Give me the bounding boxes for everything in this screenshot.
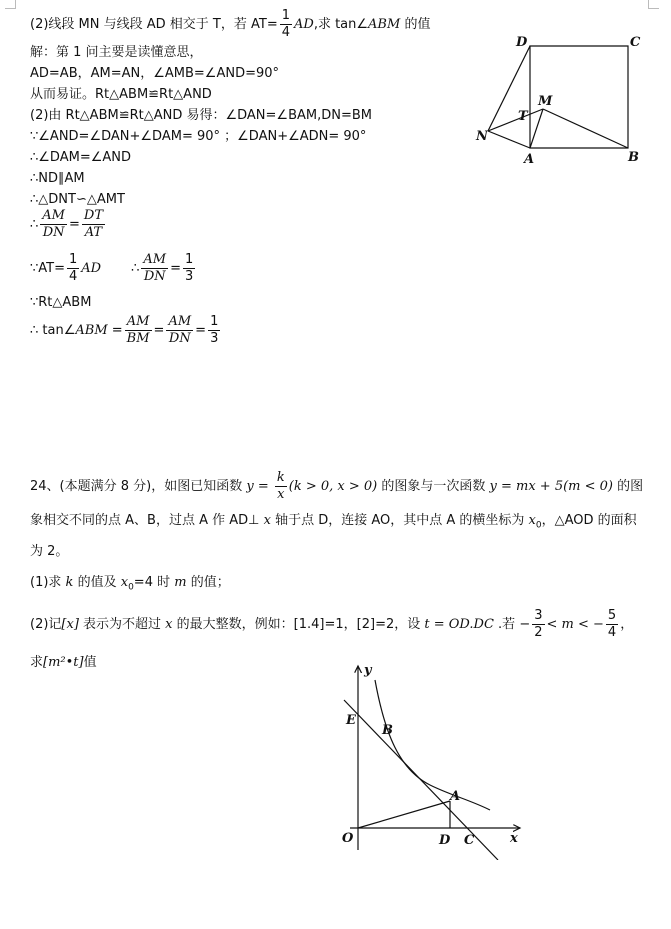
label-t: T	[518, 109, 528, 124]
label-o: O	[342, 831, 354, 846]
label-c: C	[630, 35, 641, 50]
solution-proportion: ∴ $\frac{AM}{DN}$ = $\frac{DT}{AT}$	[30, 208, 103, 240]
hyperbola	[375, 680, 490, 810]
solution-line-7: ∴ND∥AM	[30, 171, 85, 186]
solution-answer: ∴ tan∠ABM = $\frac{AM}{BM}$ = $\frac{AM}{DN}$ = $\frac{1}{3}$	[30, 314, 219, 346]
question-2: (2)线段 MN 与线段 AD 相交于 T，若 AT= $\frac{1}{4}$ AD,求 tan∠ABM 的值	[30, 8, 431, 40]
solution-line-1: 解：第 1 问主要是读懂意思，	[30, 45, 203, 60]
label-b: B	[628, 150, 639, 165]
segment-oa	[358, 801, 450, 828]
segment-na	[488, 131, 530, 148]
label-a: A	[524, 152, 535, 167]
label-d2: D	[439, 833, 451, 848]
label-c2: C	[464, 833, 475, 848]
problem24-line-3: 为 2。	[30, 544, 69, 559]
page-corner-mark-left	[5, 0, 16, 9]
problem24-question-3: 求[m²•t]值	[30, 655, 97, 670]
problem24-question-1: (1)求 k 的值及 $x_0=4$ 时 m 的值；	[30, 575, 230, 593]
solution-ratio: ∵AT= $\frac{1}{4}$ AD ∴ $\frac{AM}{DN}$ = $\frac{1}{3}$	[30, 252, 194, 284]
problem24-line-1: 24、(本题满分 8 分)，如图已知函数 y = $\frac{k}{x}$ (k > 0, x > 0) 的图象与一次函数 y = mx + 5(m < 0) 的图	[30, 470, 644, 502]
label-b2: B	[382, 723, 393, 738]
solution-line-5: ∵∠AND=∠DAN+∠DAM= 90° ；∠DAN+∠ADN= 90°	[30, 129, 367, 144]
label-m: M	[538, 94, 553, 109]
solution-line-6: ∴∠DAM=∠AND	[30, 150, 131, 165]
square-figure	[470, 28, 650, 168]
solution-line-3: 从而易证。Rt△ABM≌Rt△AND	[30, 87, 212, 102]
problem24-line-2: 象相交不同的点 A、B，过点 A 作 AD⊥ x 轴于点 D，连接 AO，其中点 A 的横坐标为 $x_0$，△AOD 的面积	[30, 513, 637, 531]
label-a2: A	[450, 789, 461, 804]
solution-line-4: (2)由 Rt△ABM≌Rt△AND 易得：∠DAN=∠BAM,DN=BM	[30, 108, 373, 123]
problem24-question-2: (2)记[x] 表示为不超过 x 的最大整数，例如：[1.4]=1，[2]=2，设 t = OD.DC .若 − $\frac{3}{2}$ < m < − $\frac{5}{4}$ ，	[30, 608, 634, 640]
segment-nm	[488, 109, 543, 131]
label-y: y	[364, 663, 372, 678]
segment-am	[530, 109, 543, 148]
solution-line-2: AD=AB，AM=AN，∠AMB=∠AND=90°	[30, 66, 280, 81]
coordinate-figure	[330, 660, 530, 860]
solution-line-11: ∵Rt△ABM	[30, 295, 92, 310]
label-x: x	[510, 831, 518, 846]
page-corner-mark-right	[648, 0, 659, 9]
segment-mb	[543, 109, 628, 148]
label-e: E	[346, 713, 356, 728]
solution-line-8: ∴△DNT∽△AMT	[30, 192, 125, 207]
label-d: D	[516, 35, 528, 50]
label-n: N	[476, 129, 488, 144]
